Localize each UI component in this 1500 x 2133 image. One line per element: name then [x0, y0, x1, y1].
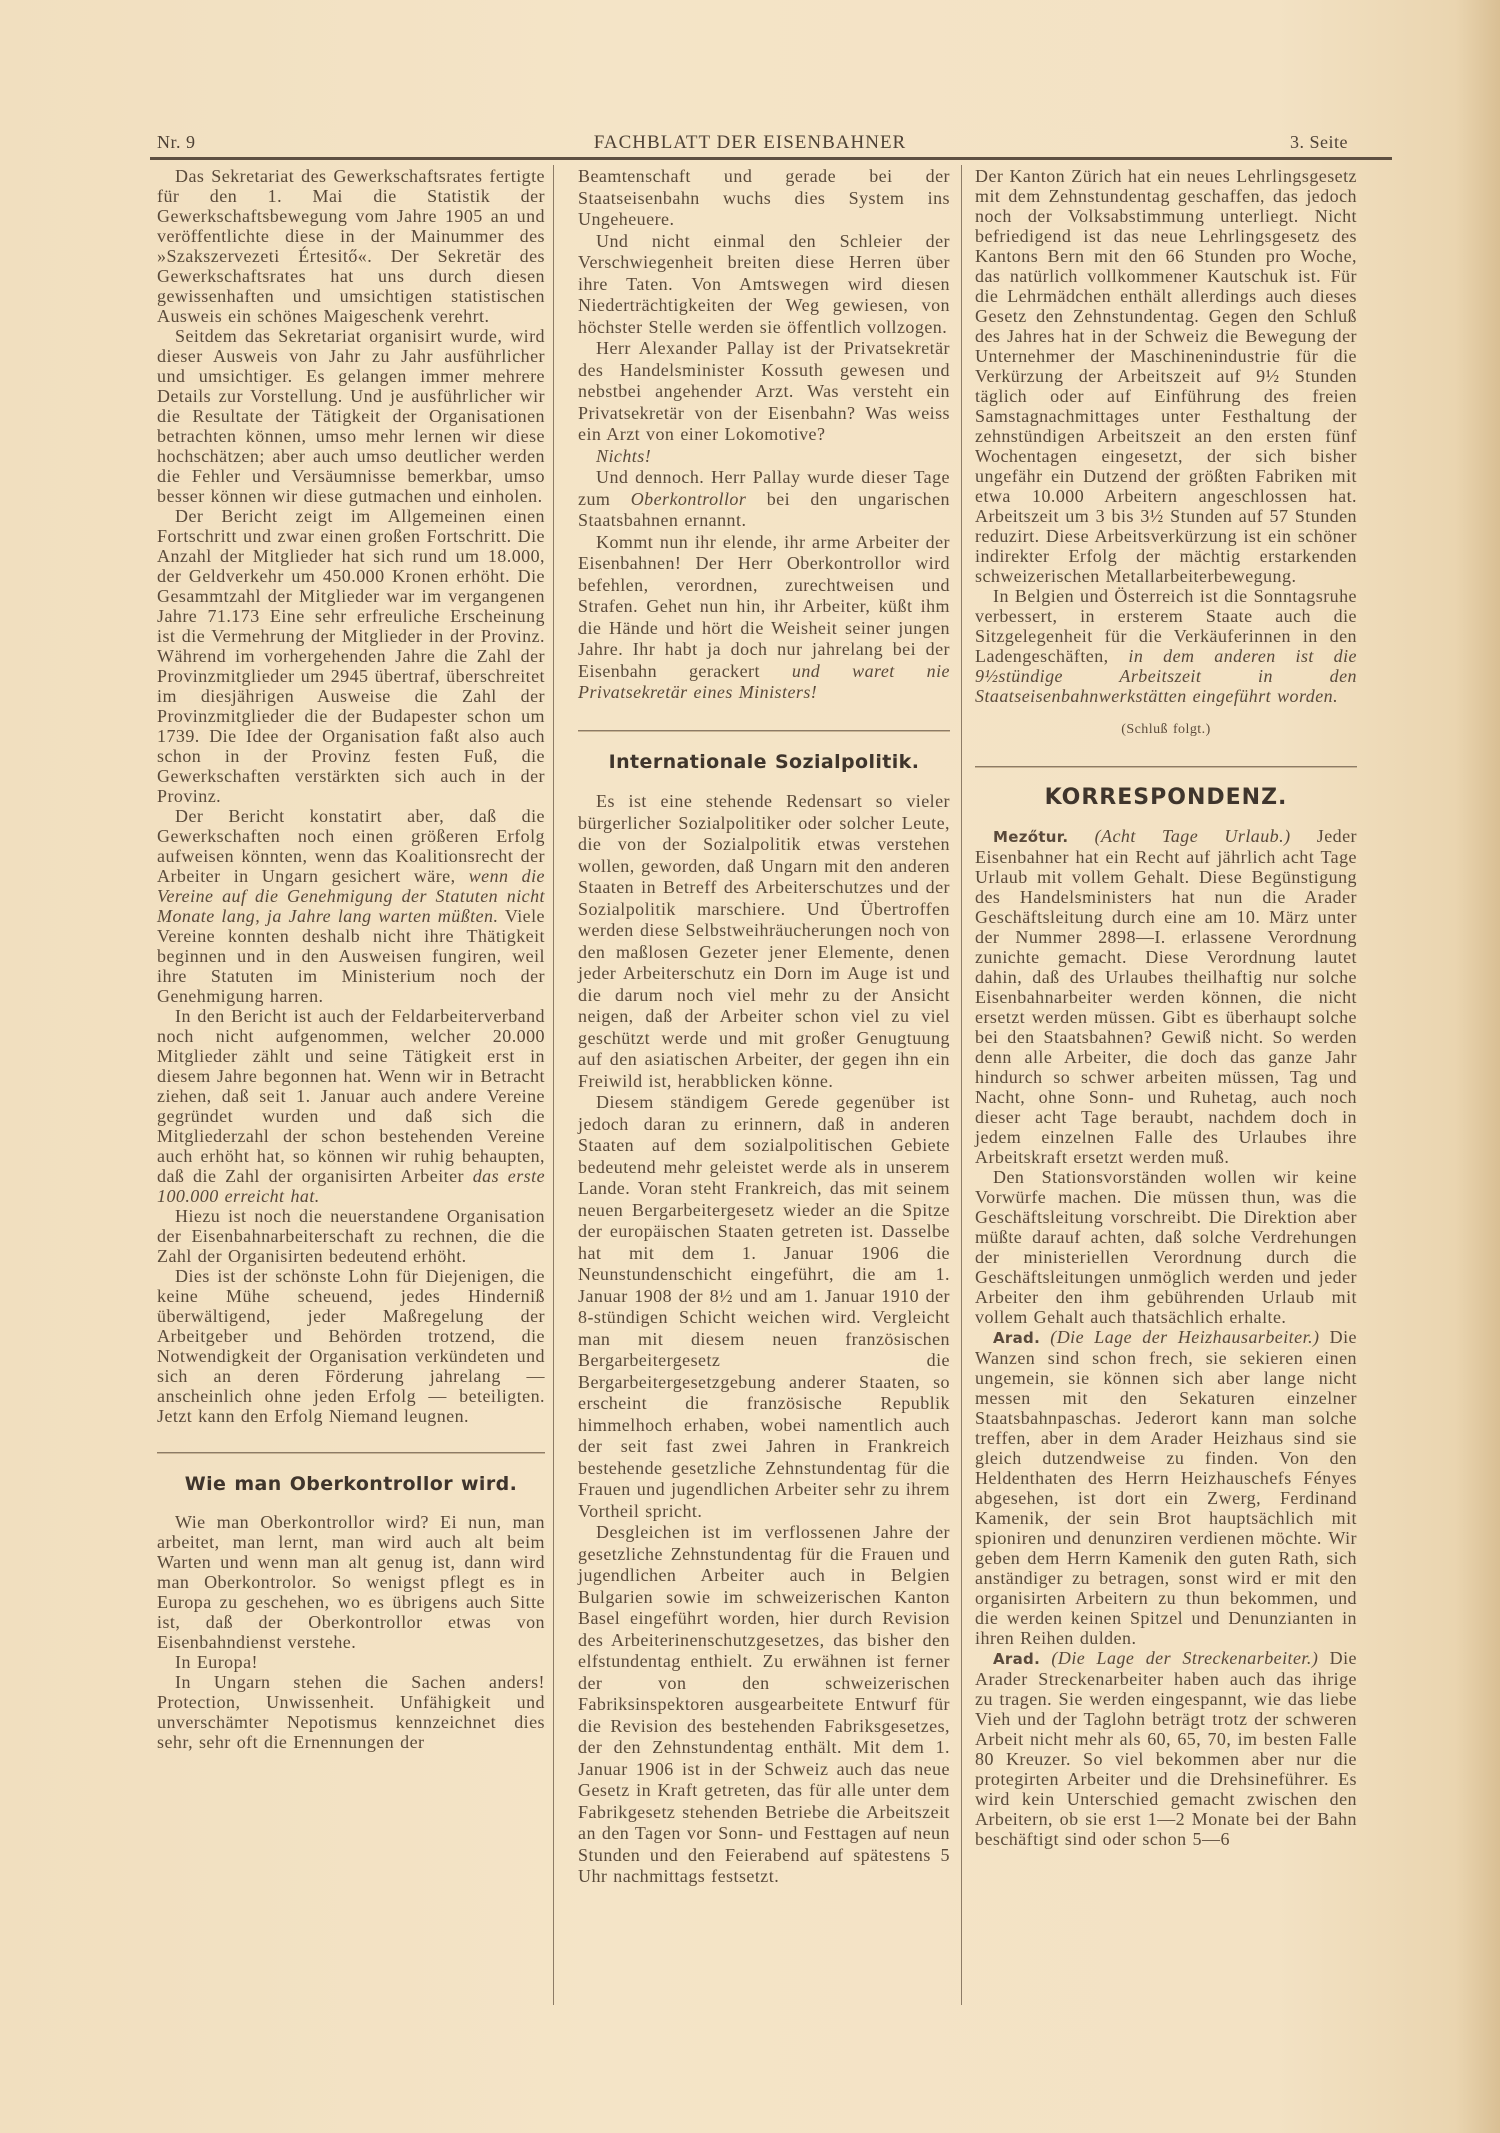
- text-run: Beamtenschaft und gerade bei der Staatseisenbahn wuchs dies System ins Ungeheuere.: [578, 166, 950, 229]
- continued-note: [975, 720, 1357, 740]
- paragraph: [975, 826, 1357, 1167]
- dateline: Arad.: [993, 1329, 1041, 1347]
- article-heading: [157, 1474, 545, 1494]
- section-divider: [975, 766, 1357, 768]
- column-divider: [553, 165, 554, 2005]
- section-divider: [578, 730, 950, 732]
- paragraph: [157, 1672, 545, 1752]
- header-rule: [150, 157, 1392, 160]
- text-run: Und dennoch. Herr Pallay wurde dieser Tage zum: [578, 467, 950, 509]
- paragraph: [578, 1522, 950, 1888]
- paragraph: [157, 1652, 545, 1672]
- column-divider: [961, 165, 962, 2005]
- paragraph: [157, 506, 545, 806]
- emphasis-text: Nichts!: [596, 445, 652, 466]
- text-run: Der Bericht konstatirt aber, daß die Gewerkschaften noch einen größeren Erfolg aufweisen könnten, wenn das Koalitionsrecht der Arbeiter in Ungarn gesichert wäre,: [157, 806, 545, 886]
- emphasis-text: (Acht Tage Urlaub.): [1068, 826, 1291, 846]
- paragraph: [578, 1092, 950, 1522]
- text-run: Seitdem das Sekretariat organisirt wurde, wird dieser Ausweis von Jahr zu Jahr ausführlicher und umsichtiger. Es gelangen immer mehrere Details zur Vorstellung. Und je ausführlicher wir die Resultate der Tätigkeit der Organisationen betrachten können, umso mehr lernen wir diese hochschätzen; aber auch umso deutlicher werden die Fehler und Versäumnisse bemerkbar, umso besser können wir diese gutmachen und einholen.: [157, 326, 545, 506]
- paragraph: [578, 231, 950, 339]
- paragraph: [578, 791, 950, 1092]
- emphasis-text: (Die Lage der Streckenarbeiter.): [1040, 1648, 1319, 1668]
- paragraph: [157, 166, 545, 326]
- text-run: Diesem ständigem Gerede gegenüber ist jedoch daran zu erinnern, daß in anderen Staaten auf dem sozialpolitischen Gebiete bedeutend mehr geleistet werde als in unserem Lande. Voran steht Frankreich, das mit seinem neuen Bergarbeitergesetz wieder an die Spitze der europäischen Staaten getreten ist. Dasselbe hat mit dem 1. Januar 1906 die Neunstundenschicht eingeführt, die am 1. Januar 1908 der 8½ und am 1. Januar 1910 der 8-stündigen Schicht weichen wird. Vergleicht man mit diesem neuen französischen Bergarbeitergesetz die Bergarbeitergesetzgebung anderer Staaten, so erscheint die französische Republik himmelhoch erhaben, wobei namentlich auch der seit fast zwei Jahren in Frankreich bestehende gesetzliche Zehnstundentag für die Frauen und jugendlichen Arbeiter sehr zu ihrem Vortheil spricht.: [578, 1092, 950, 1521]
- paragraph: [157, 1006, 545, 1206]
- emphasis-text: in dem anderen ist die 9½stündige Arbeitszeit in den Staatseisenbahnwerkstätten eingeführt worden.: [975, 646, 1357, 706]
- emphasis-text: das erste 100.000 erreicht hat.: [157, 1166, 546, 1206]
- column-2: [578, 166, 950, 1888]
- text-run: Wie man Oberkontrollor wird.: [184, 1473, 518, 1495]
- emphasis-text: und waret nie Privatsekretär eines Ministers!: [578, 660, 950, 702]
- paragraph: [578, 166, 950, 231]
- paragraph: [975, 166, 1357, 586]
- text-run: Der Kanton Zürich hat ein neues Lehrlingsgesetz mit dem Zehnstundentag geschaffen, das jedoch noch der Volksabstimmung unterliegt. Nicht befriedigend ist das neue Lehrlingsgesetz des Kantons Bern mit den 66 Stunden pro Woche, das natürlich vollkommener Kautschuk ist. Für die Lehrmädchen enthält allerdings auch dieses Gesetz den Zehnstundentag. Gegen den Schluß des Jahres hat in der Schweiz die Bewegung der Unternehmer der Maschinenindustrie für die Verkürzung der Arbeitszeit auf 9½ Stunden täglich oder auf Einführung des freien Samstagnachmittages unter Festhaltung der zehnstündigen Arbeitszeit an den ersten fünf Wochentagen eingesetzt, der sich bisher ungefähr ein Dutzend der größten Fabriken mit etwa 10.000 Arbeitern angeschlossen hat. Arbeitszeit um 3 bis 3½ Stunden auf 57 Stunden reduzirt. Diese Arbeitsverkürzung ist ein schöner indirekter Erfolg der mächtig erstarkenden schweizerischen Metallarbeiterbewegung.: [975, 166, 1357, 586]
- text-run: KORRESPONDENZ.: [1044, 785, 1288, 810]
- paragraph: [157, 1206, 545, 1266]
- paragraph: [975, 1167, 1357, 1327]
- paragraph: [578, 467, 950, 532]
- paragraph: [975, 1327, 1357, 1648]
- dateline: Mezőtur.: [993, 828, 1069, 846]
- article-heading: [975, 785, 1357, 810]
- text-run: Viele Vereine konnten deshalb nicht ihre Thätigkeit beginnen und in den Ausweisen fungiren, weil ihre Statuten im Ministerium noch der Genehmigung harren.: [157, 906, 545, 1006]
- text-run: Die Wanzen sind schon frech, sie sekieren einen ungemein, sie können sich aber lange nicht messen mit den Sekaturen einzelner Staatsbahnpaschas. Jederort kann man solche treffen, aber in dem Arader Heizhaus sind sie gleich dutzendweise zu finden. Von den Heldenthaten des Herrn Heizhauschefs Fényes abgesehen, ist dort ein Zwerg, Ferdinand Kamenik, der sein Brot hauptsächlich mit spioniren und denunziren verdienen möchte. Wir geben dem Herrn Kamenik den guten Rath, sich anständiger zu betragen, sonst wird er mit den organisirten Arbeitern zu thun bekommen, und die werden keinen Spitzel und Denunzianten in ihren Reihen dulden.: [975, 1327, 1357, 1648]
- text-run: Kommt nun ihr elende, ihr arme Arbeiter der Eisenbahnen! Der Herr Oberkontrollor wird befehlen, verordnen, zurechtweisen und Strafen. Gehet nun hin, ihr Arbeiter, küßt ihm die Hände und hört die Weisheit seiner jungen Jahre. Ihr habt ja doch nur jahrelang bei der Eisenbahn gerackert: [578, 531, 950, 681]
- text-run: Den Stationsvorständen wollen wir keine Vorwürfe machen. Die müssen thun, was die Geschäftsleitung vorschreibt. Die Direktion aber müßte darauf achten, daß solche Verdrehungen der ministeriellen Verordnung durch die Geschäftsleitungen unmöglich werden und jeder Arbeiter den ihm gebührenden Urlaub mit vollem Gehalt auch thatsächlich erhalte.: [975, 1167, 1357, 1327]
- text-run: In den Bericht ist auch der Feldarbeiterverband noch nicht aufgenommen, welcher 20.000 Mitglieder zählt und seine Tätigkeit erst in diesem Jahre begonnen hat. Wenn wir in Betracht ziehen, daß seit 1. Januar auch andere Vereine gegründet wurden und daß sich die Mitgliederzahl der schon bestehenden Vereine auch erhöht hat, so können wir ruhig behaupten, daß die Zahl der organisirten Arbeiter: [157, 1006, 545, 1186]
- text-run: (Schluß folgt.): [1121, 722, 1211, 737]
- text-run: Wie man Oberkontrollor wird? Ei nun, man arbeitet, man lernt, man wird auch alt beim Warten und wenn man alt genug ist, dann wird man Oberkontrolor. So wenigst pflegt es in Europa zu geschehen, wo es übrigens auch Sitte ist, daß der Oberkontrollor etwas von Eisenbahndienst verstehe.: [157, 1512, 545, 1652]
- text-run: Herr Alexander Pallay ist der Privatsekretär des Handelsminister Kossuth gewesen und nebstbei angehender Arzt. Was versteht ein Privatsekretär von der Eisenbahn? Was weiss ein Arzt von einer Lokomotive?: [578, 338, 950, 444]
- paragraph: [157, 1512, 545, 1652]
- masthead-title: FACHBLATT DER EISENBAHNER: [593, 132, 907, 153]
- text-run: Der Bericht zeigt im Allgemeinen einen Fortschritt und zwar einen großen Fortschritt. Die Anzahl der Mitglieder hat sich rund um 18.000, der Geldverkehr um 450.000 Kronen erhöht. Die Gesammtzahl der Mitglieder war im vergangenen Jahre 71.173 Eine sehr erfreuliche Erscheinung ist die Vermehrung der Mitglieder in der Provinz. Während im vorhergehenden Jahre die Zahl der Provinzmitglieder um 2945 übertraf, überschreitet im diesjährigen Ausweise die Zahl der Provinzmitglieder die der Budapester schon um 1739. Die Idee der Organisation faßt also auch schon in der Provinz festen Fuß, die Gewerkschaften verstärkten sich auch in der Provinz.: [157, 506, 545, 806]
- text-run: Internationale Sozialpolitik.: [608, 750, 920, 773]
- text-run: Und nicht einmal den Schleier der Verschwiegenheit breiten diese Herren über ihre Taten. Von Amtswegen wird diesen Niederträchtigkeiten der Weg gewiesen, von höchster Stelle werden sie öffentlich vollzogen.: [578, 230, 950, 337]
- text-run: Die Arader Streckenarbeiter haben auch das ihrige zu tragen. Sie werden eingespannt, wie das liebe Vieh und der Taglohn beträgt trotz der schweren Arbeit nicht mehr als 60, 65, 70, im besten Falle 80 Kreuzer. So viel bekommen aber nur die protegirten Arbeiter und die Drehsineführer. Es wird kein Unterschied gemacht zwischen den Arbeitern, ob sie erst 1—2 Monate bei der Bahn beschäftigt sind oder schon 5—6: [975, 1648, 1357, 1849]
- text-run: Es ist eine stehende Redensart so vieler bürgerlicher Sozialpolitiker oder solcher Leute, die von der Sozialpolitik etwas verstehen wollen, geworden, daß Ungarn mit den anderen Staaten in Betreff des Arbeiterschutzes und der Sozialpolitik marschiere. Und Übertroffen werden diese Selbstweihräucherungen noch von den maßlosen Gezeter jener Elemente, denen jeder Arbeiterschutz ein Dorn im Auge ist und die darum noch viel mehr zu der Ansicht neigen, daß der Arbeiter schon viel zu viel geschützt werde und mit großer Genugtuung auf den asiatischen Arbeiter, der gegen ihn ein Freiwild ist, herabblicken könne.: [578, 791, 950, 1091]
- column-1: [157, 166, 545, 1752]
- text-run: Hiezu ist noch die neuerstandene Organisation der Eisenbahnarbeiterschaft zu rechnen, die die Zahl der Organisirten bedeutend erhöht.: [157, 1206, 545, 1266]
- article-heading: [578, 752, 950, 774]
- paragraph: [578, 446, 950, 468]
- column-3: [975, 166, 1357, 1849]
- emphasis-text: (Die Lage der Heizhausarbeiter.): [1040, 1327, 1320, 1347]
- paragraph: [975, 586, 1357, 706]
- text-run: bei den ungarischen Staatsbahnen ernannt.: [578, 488, 950, 530]
- page-number: 3. Seite: [1290, 132, 1348, 152]
- text-run: Das Sekretariat des Gewerkschaftsrates fertigte für den 1. Mai die Statistik der Gewerkschaftsbewegung vom Jahre 1905 an und veröffentlichte diese in der Mainummer des »Szakszervezeti Értesitő«. Der Sekretär des Gewerkschaftsrates hat uns durch diesen gewissenhaften und umsichtigen statistischen Ausweis ein schönes Maigeschenk verehrt.: [157, 166, 545, 326]
- emphasis-text: wenn die Vereine auf die Genehmigung der Statuten nicht Monate lang, ja Jahre lang warten müßten.: [157, 866, 545, 926]
- emphasis-text: Oberkontrollor: [630, 488, 747, 509]
- paragraph: [157, 1266, 545, 1426]
- issue-number: Nr. 9: [157, 132, 196, 152]
- text-run: In Belgien und Österreich ist die Sonntagsruhe verbessert, in ersterem Staate auch die Sitzgelegenheit für die Verkäuferinnen in den Ladengeschäften,: [975, 586, 1357, 666]
- text-run: Jeder Eisenbahner hat ein Recht auf jährlich acht Tage Urlaub mit vollem Gehalt. Diese Begünstigung des Handelsministers hat nun die Arader Geschäftsleitung durch eine am 10. März unter der Nummer 2898—I. erlassene Verordnung zunichte gemacht. Diese Verordnung lautet dahin, daß des Urlaubes theilhaftig nur solche Eisenbahnarbeiter werden können, die nicht ersetzt werden müssen. Gibt es überhaupt solche bei den Staatsbahnen? Gewiß nicht. So werden denn alle Arbeiter, die doch das ganze Jahr hindurch so schwer arbeiten müssen, Tag und Nacht, ohne Sonn- und Ruhetag, auch noch dieser acht Tage beraubt, nachdem doch in jedem einzelnen Falle des Urlaubes ihre Arbeitskraft ersetzt werden muß.: [975, 826, 1357, 1167]
- text-run: In Europa!: [175, 1652, 258, 1672]
- dateline: Arad.: [993, 1650, 1041, 1668]
- text-run: Dies ist der schönste Lohn für Diejenigen, die keine Mühe scheuend, jedes Hinderniß überwältigend, jeder Maßregelung der Arbeitgeber und Behörden trotzend, die Notwendigkeit der Organisation verkündeten und sich an deren Förderung jahrelang — anscheinlich ohne jeden Erfolg — beteiligten. Jetzt kann den Erfolg Niemand leugnen.: [157, 1266, 545, 1426]
- text-run: In Ungarn stehen die Sachen anders! Protection, Unwissenheit. Unfähigkeit und unverschämter Nepotismus kennzeichnet dies sehr, sehr oft die Ernennungen der: [157, 1672, 545, 1752]
- paragraph: [578, 532, 950, 704]
- paragraph: [975, 1648, 1357, 1849]
- paragraph: [157, 806, 545, 1006]
- section-divider: [157, 1452, 545, 1454]
- text-run: Desgleichen ist im verflossenen Jahre der gesetzliche Zehnstundentag für die Frauen und jugendlichen Arbeiter auch in Belgien Bulgarien sowie im schweizerischen Kanton Basel eingeführt worden, hier durch Revision des Arbeiterinenschutzgesetzes, das bisher den elfstundentag enthielt. Zu erwähnen ist ferner der von den schweizerischen Fabriksinspektoren ausgearbeitete Entwurf für die Revision des bestehenden Fabriksgesetzes, der den Zehnstundentag enthält. Mit dem 1. Januar 1906 ist in der Schweiz auch das neue Gesetz in Kraft getreten, das für alle unter dem Fabrikgesetz stehenden Betriebe die Arbeitszeit an den Tagen vor Sonn- und Festtagen auf neun Stunden und den Feierabend auf spätestens 5 Uhr nachmittags festsetzt.: [578, 1522, 950, 1886]
- paragraph: [578, 338, 950, 446]
- paragraph: [157, 326, 545, 506]
